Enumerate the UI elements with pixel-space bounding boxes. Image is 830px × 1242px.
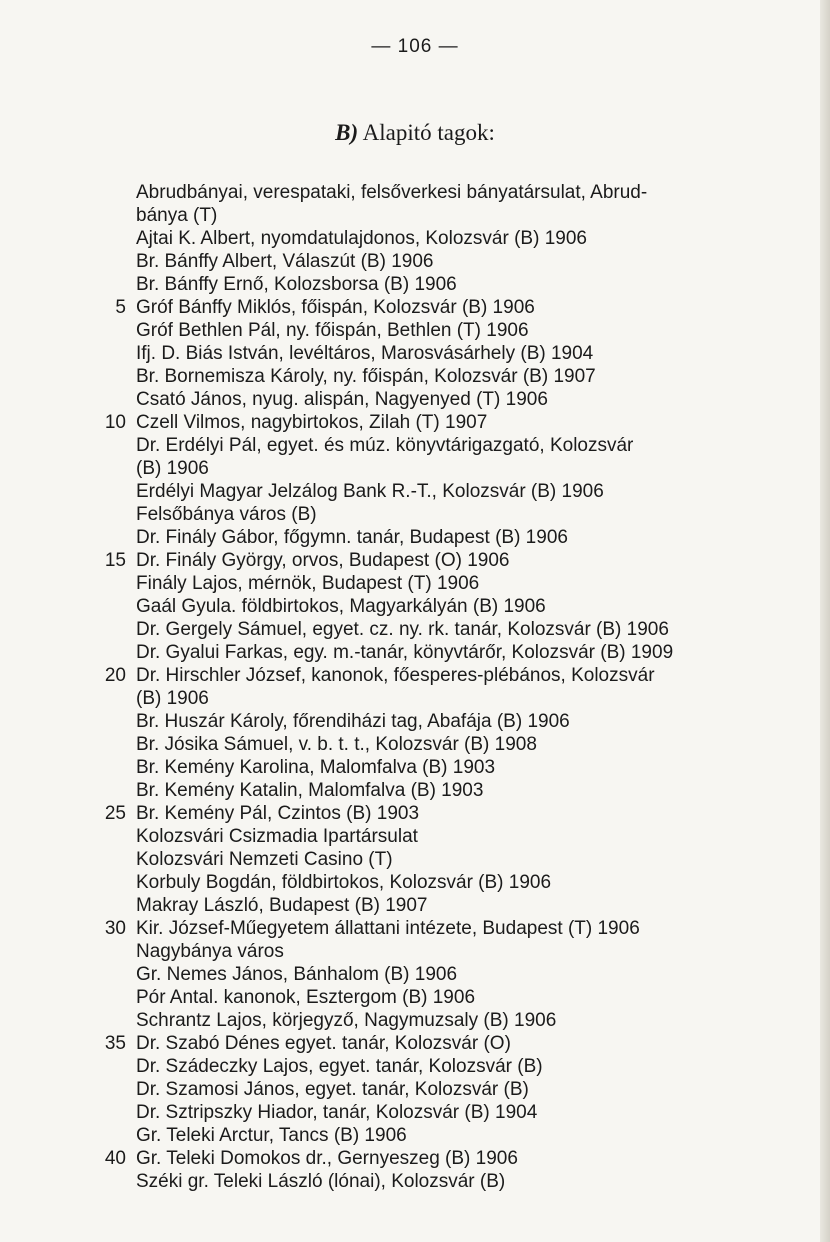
entry-text: Széki gr. Teleki László (lónai), Kolozsvár (B) (136, 1171, 506, 1192)
line-number: 40 (104, 1148, 126, 1169)
entry-text: Gr. Teleki Domokos dr., Gernyeszeg (B) 1906 (136, 1148, 518, 1169)
entry-text: Br. Kemény Karolina, Malomfalva (B) 1903 (136, 757, 496, 778)
line-number: 15 (104, 550, 126, 571)
entry-text: Br. Kemény Pál, Czintos (B) 1903 (136, 803, 420, 824)
list-item (0, 549, 830, 572)
list-item (0, 825, 830, 848)
entry-text: Dr. Sztripszky Hiador, tanár, Kolozsvár (B) 1904 (136, 1102, 538, 1123)
entry-text: Dr. Szamosi János, egyet. tanár, Kolozsvár (B) (136, 1079, 529, 1100)
entry-text: Pór Antal. kanonok, Esztergom (B) 1906 (136, 987, 476, 1008)
entry-text: Dr. Gyalui Farkas, egy. m.-tanár, könyvtárőr, Kolozsvár (B) 1909 (136, 642, 674, 663)
list-item (0, 434, 830, 480)
list-item (0, 894, 830, 917)
list-item (0, 181, 830, 227)
list-item (0, 848, 830, 871)
entry-text: Gr. Teleki Arctur, Tancs (B) 1906 (136, 1125, 407, 1146)
entry-text: Gróf Bethlen Pál, ny. főispán, Bethlen (T) 1906 (136, 320, 529, 341)
list-item (0, 963, 830, 986)
entry-text: Dr. Erdélyi Pál, egyet. és múz. könyvtárigazgató, Kolozsvár (136, 435, 634, 456)
entry-text: Nagybánya város (136, 941, 284, 962)
list-item (0, 1055, 830, 1078)
entry-text: Dr. Hirschler József, kanonok, főesperes-plébános, Kolozsvár (136, 665, 655, 686)
entry-text: Erdélyi Magyar Jelzálog Bank R.-T., Kolozsvár (B) 1906 (136, 481, 604, 502)
list-item (0, 1009, 830, 1032)
list-item (0, 1101, 830, 1124)
entry-text: Kolozsvári Csizmadia Ipartársulat (136, 826, 418, 847)
entry-text: Finály Lajos, mérnök, Budapest (T) 1906 (136, 573, 480, 594)
list-item (0, 1147, 830, 1170)
list-item (0, 526, 830, 549)
section-title-text: Alapitó tagok: (362, 120, 495, 145)
list-item (0, 802, 830, 825)
list-item (0, 319, 830, 342)
entry-text: Kir. József-Műegyetem állattani intézete, Budapest (T) 1906 (136, 918, 640, 939)
entry-text: Ifj. D. Biás István, levéltáros, Marosvásárhely (B) 1904 (136, 343, 594, 364)
entry-text: Kolozsvári Nemzeti Casino (T) (136, 849, 393, 870)
list-item (0, 342, 830, 365)
list-item (0, 273, 830, 296)
list-item (0, 779, 830, 802)
line-number: 35 (104, 1033, 126, 1054)
line-number: 25 (104, 803, 126, 824)
entry-text: Ajtai K. Albert, nyomdatulajdonos, Kolozsvár (B) 1906 (136, 228, 587, 249)
list-item (0, 1032, 830, 1055)
entry-text: Br. Huszár Károly, főrendiházi tag, Abafája (B) 1906 (136, 711, 570, 732)
entry-text: Dr. Finály Gábor, főgymn. tanár, Budapest (B) 1906 (136, 527, 568, 548)
entry-text: Br. Jósika Sámuel, v. b. t. t., Kolozsvár (B) 1908 (136, 734, 537, 755)
list-item (0, 296, 830, 319)
list-item (0, 365, 830, 388)
page-number: — 106 — (371, 36, 459, 57)
entry-text: Gr. Nemes János, Bánhalom (B) 1906 (136, 964, 458, 985)
list-item (0, 1124, 830, 1147)
entry-text: Dr. Szabó Dénes egyet. tanár, Kolozsvár (O) (136, 1033, 511, 1054)
list-item (0, 664, 830, 710)
entry-text: Br. Bánffy Ernő, Kolozsborsa (B) 1906 (136, 274, 457, 295)
entry-text-continuation: bánya (T) (136, 205, 218, 226)
list-item (0, 572, 830, 595)
list-item (0, 480, 830, 503)
page-edge (820, 0, 830, 1242)
entry-text: Br. Bánffy Albert, Válaszút (B) 1906 (136, 251, 434, 272)
list-item (0, 986, 830, 1009)
entry-text: Dr. Gergely Sámuel, egyet. cz. ny. rk. tanár, Kolozsvár (B) 1906 (136, 619, 669, 640)
entry-text: Dr. Szádeczky Lajos, egyet. tanár, Kolozsvár (B) (136, 1056, 543, 1077)
entry-text-continuation: (B) 1906 (136, 458, 209, 479)
list-item (0, 1170, 830, 1193)
list-item (0, 917, 830, 940)
entry-text: Br. Kemény Katalin, Malomfalva (B) 1903 (136, 780, 484, 801)
section-title (0, 120, 830, 146)
list-item (0, 388, 830, 411)
list-item (0, 940, 830, 963)
list-item (0, 1078, 830, 1101)
list-item (0, 871, 830, 894)
list-item (0, 710, 830, 733)
entry-text: Csató János, nyug. alispán, Nagyenyed (T) 1906 (136, 389, 548, 410)
entry-text: Korbuly Bogdán, földbirtokos, Kolozsvár (B) 1906 (136, 872, 552, 893)
list-item (0, 618, 830, 641)
list-item (0, 503, 830, 526)
entry-text: Gaál Gyula. földbirtokos, Magyarkályán (B) 1906 (136, 596, 546, 617)
entry-text: Gróf Bánffy Miklós, főispán, Kolozsvár (B) 1906 (136, 297, 535, 318)
list-item (0, 250, 830, 273)
section-letter: B) (335, 120, 359, 145)
entry-text-continuation: (B) 1906 (136, 688, 209, 709)
list-item (0, 733, 830, 756)
entry-text: Makray László, Budapest (B) 1907 (136, 895, 428, 916)
entry-text: Felsőbánya város (B) (136, 504, 317, 525)
list-item (0, 641, 830, 664)
list-item (0, 595, 830, 618)
entry-text: Schrantz Lajos, körjegyző, Nagymuzsaly (B) 1906 (136, 1010, 557, 1031)
list-item (0, 756, 830, 779)
line-number: 10 (104, 412, 126, 433)
line-number: 30 (104, 918, 126, 939)
line-number: 20 (104, 665, 126, 686)
list-item (0, 411, 830, 434)
entry-text: Abrudbányai, verespataki, felsőverkesi bányatársulat, Abrud- (136, 182, 648, 203)
list-item (0, 227, 830, 250)
entry-text: Br. Bornemisza Károly, ny. főispán, Kolozsvár (B) 1907 (136, 366, 596, 387)
entry-text: Czell Vilmos, nagybirtokos, Zilah (T) 1907 (136, 412, 488, 433)
line-number: 5 (115, 297, 126, 318)
member-list (0, 181, 830, 1193)
entry-text: Dr. Finály György, orvos, Budapest (O) 1906 (136, 550, 510, 571)
